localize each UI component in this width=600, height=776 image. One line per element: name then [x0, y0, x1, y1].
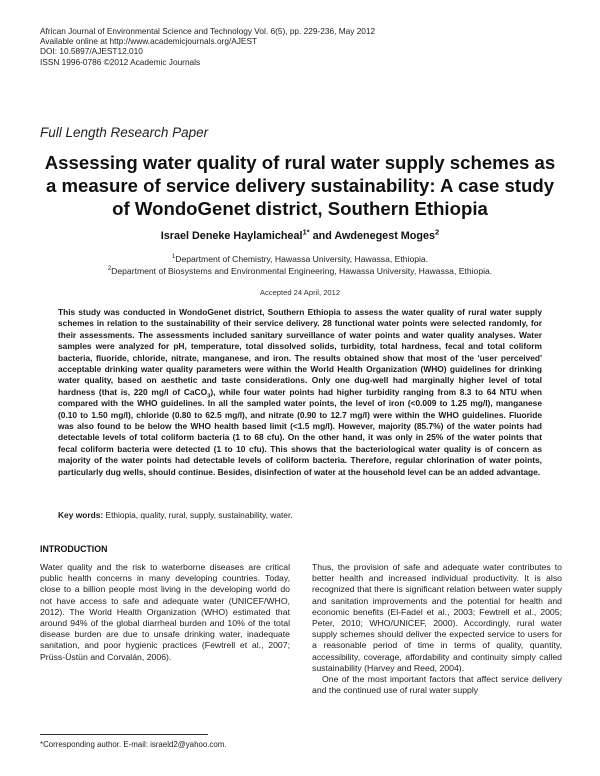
footnote-rule: [40, 734, 208, 735]
journal-header: [40, 26, 375, 67]
journal-citation: African Journal of Environmental Science and Technology Vol. 6(5), pp. 229-236, May 2012: [40, 26, 376, 36]
keywords: [58, 510, 542, 521]
text-column-left: [40, 562, 290, 663]
text-column-right: [312, 562, 562, 696]
journal-url: Available online at http://www.academicjournals.org/AJEST: [40, 36, 258, 47]
affiliation: [40, 266, 560, 276]
affiliation: [40, 254, 560, 264]
author-list: [40, 227, 560, 242]
accepted-date: Accepted 24 April, 2012: [259, 288, 341, 297]
body-paragraph: One of the most important factors that affect service delivery and the continued use of rural water supply: [312, 674, 562, 696]
paper-title: Assessing water quality of rural water supply schemes as a measure of service delivery sustainability: A case study of WondoGenet district, Southern Ethiopia: [44, 152, 556, 219]
paper-type: Full Length Research Paper: [40, 125, 209, 140]
author-mark: 1*: [302, 227, 310, 237]
author-connector: and: [309, 230, 335, 242]
abstract-text: This study was conducted in WondoGenet district, Southern Ethiopia to assess the water quality of rural water supply schemes in relation to the sustainability of their service delivery. 28 functional water points were selected randomly, for their assessments. The assessments included sanitary surveillance of water points and water quality analyses. Water samples were analyzed for pH, temperature, total dissolved solids, turbidity, total hardness, fecal and total coliform bacteria, fluoride, chloride, nitrate, manganese, and iron. The results obtained show that most of the 'user perceived' acceptable drinking water quality parameters were within the World Health Organization (WHO) guidelines for drinking water quality, based on aesthetic and taste considerations. Only one dug-well had marginally higher level of total hardness (that is, 220 mg/l of CaCO: [58, 307, 542, 397]
abstract: [58, 307, 542, 478]
author-name: Awdenegest Moges: [334, 230, 435, 242]
journal-issn: ISSN 1996-0786 ©2012 Academic Journals: [40, 56, 201, 67]
body-paragraph: Thus, the provision of safe and adequate water contributes to better health and increased individual productivity. It is also recognized that there is significant relation between water supply and sanitation improvements and the potential for health and economic benefits (El-Fadel et al., 2003; Fewtrell et al., 2005; Peter, 2010; WHO/UNICEF, 2000). Accordingly, rural water supply schemes should deliver the expected service to users for a reasonable period of time in terms of quality, quantity, accessibility, coverage, affordability and continuity simply called sustainability (Harvey and Reed, 2004).: [312, 562, 562, 673]
body-paragraph: Water quality and the risk to waterborne diseases are critical public health concerns in many developing countries. Today, close to a billion people most living in the developing world do not have access to safe and adequate water (UNICEF/WHO, 2012). The World Health Organization (WHO) estimated that around 94% of the global diarrheal burden and 10% of the total disease burden are due to unsafe drinking water, inadequate sanitation, and poor hygienic practices (Fewtrell et al., 2007; Prüss-Üstün and Corvalán, 2006).: [40, 562, 290, 662]
footnote: *Corresponding author. E-mail: israeld2@yahoo.com.: [40, 740, 227, 749]
affiliation-text: Department of Biosystems and Environmental Engineering, Hawassa University, Hawassa, Ethiopia.: [111, 266, 493, 276]
keywords-label: Key words:: [58, 510, 104, 520]
abstract-subscript: 3: [207, 393, 211, 400]
journal-doi: DOI: 10.5897/AJEST12.010: [40, 46, 143, 57]
author-name: Israel Deneke Haylamicheal: [160, 230, 303, 242]
affiliation-text: Department of Chemistry, Hawassa University, Hawassa, Ethiopia.: [175, 254, 429, 264]
keywords-text: Ethiopia, quality, rural, supply, sustainability, water.: [103, 510, 293, 520]
section-heading: INTRODUCTION: [40, 544, 108, 554]
author-mark: 2: [434, 227, 440, 237]
affiliation-mark: 2: [107, 266, 112, 273]
affiliation-mark: 1: [171, 254, 176, 261]
abstract-text: ), while four water points had higher turbidity ranging from 8.3 to 64 NTU when compared with the WHO guidelines. In all the sampled water points, the level of iron (<0.009 to 1.25 mg/l), manganese (0.10 to 1.50 mg/l), chloride (0.80 to 62.5 mg/l), and nitrate (0.90 to 12.7 mg/l) were within the WHO guidelines. Fluoride was also found to be below the WHO health based limit (<1.5 mg/l). However, majority (85.7%) of the water points had detectable levels of total coliform bacteria (1 to 68 cfu). On the other hand, it was only in 25% of the water points that fecal coliform bacteria were detected (1 to 10 cfu). This shows that the bacteriological water quality is of concern as majority of the water points had detectable levels of coliform bacteria. Therefore, regular chlorination of water points, particularly dug wells, should continue. Besides, disinfection of water at the household level can be an added advantage.: [58, 386, 542, 477]
